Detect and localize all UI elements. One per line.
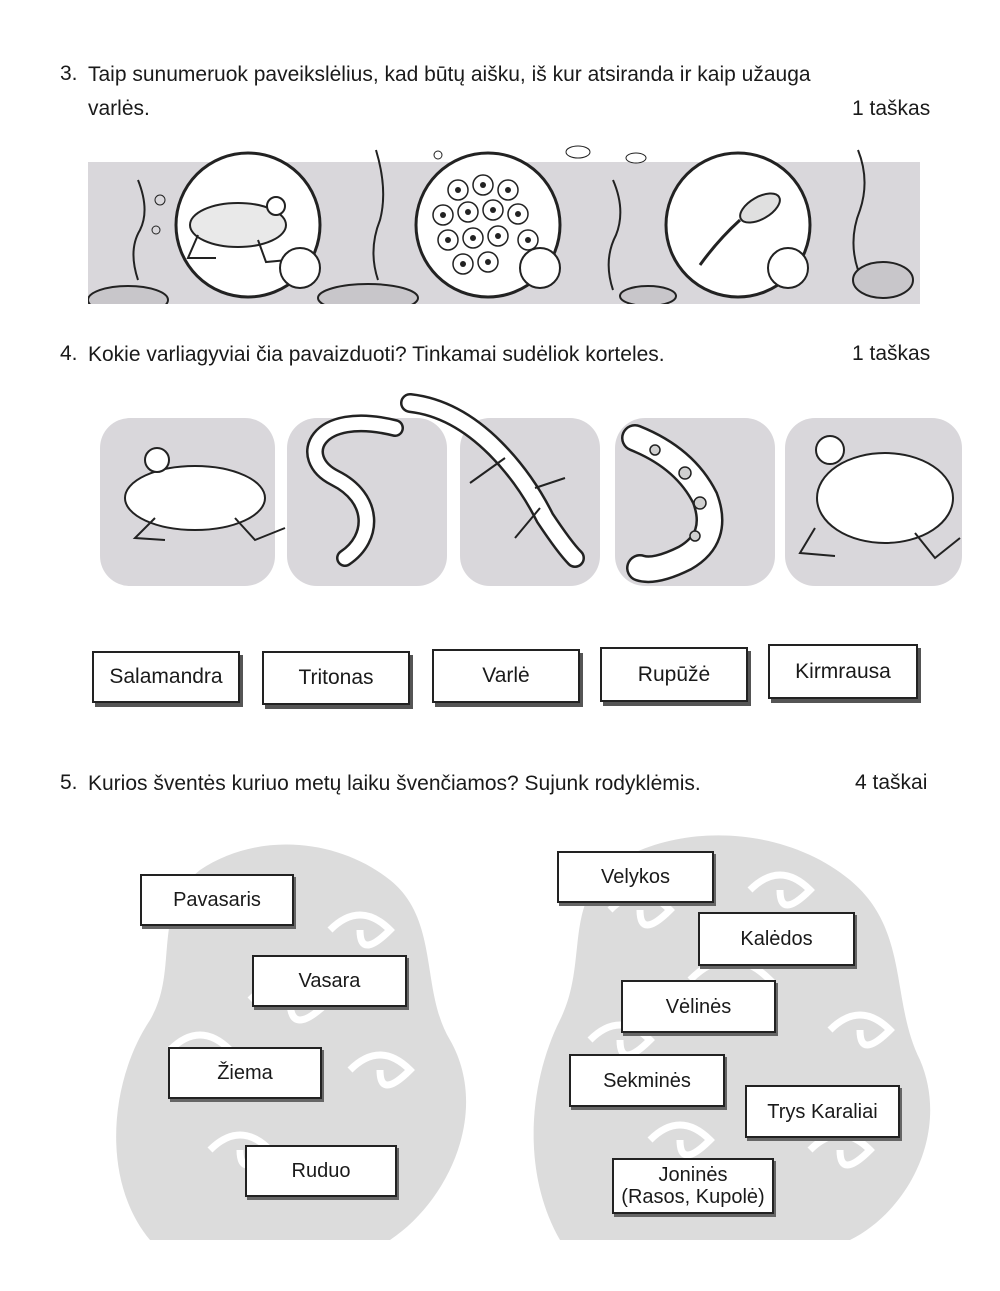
holiday-velines[interactable]: Vėlinės bbox=[621, 980, 776, 1033]
tadpole-icon bbox=[666, 153, 810, 297]
season-ruduo[interactable]: Ruduo bbox=[245, 1145, 397, 1197]
holiday-onines-subtitle: (Rasos, Kupolė) bbox=[621, 1186, 765, 1208]
holiday-trys-karaliai[interactable]: Trys Karaliai bbox=[745, 1085, 900, 1138]
holiday-onines-label: Joninės bbox=[658, 1164, 728, 1186]
frog-eggs-icon bbox=[416, 153, 560, 297]
frog-adult-icon bbox=[176, 153, 320, 297]
q5-number: 5. bbox=[60, 771, 78, 794]
card-kirmrausa[interactable]: Kirmrausa bbox=[768, 644, 918, 699]
card-rupuze[interactable]: Rupūžė bbox=[600, 647, 748, 702]
q3-question-line1: Taip sunumeruok paveikslėlius, kad būtų aišku, iš kur atsiranda ir kaip užauga bbox=[88, 63, 811, 86]
q5-question: Kurios šventės kuriuo metų laiku švenčiamos? Sujunk rodyklėmis. bbox=[88, 772, 701, 795]
q4-image-strip bbox=[95, 388, 962, 600]
season-vasara[interactable]: Vasara bbox=[252, 955, 407, 1007]
card-varle[interactable]: Varlė bbox=[432, 649, 580, 703]
card-tritonas[interactable]: Tritonas bbox=[262, 651, 410, 705]
q5-points: 4 taškai bbox=[855, 771, 928, 794]
holiday-velykos[interactable]: Velykos bbox=[557, 851, 714, 903]
holiday-onines[interactable] bbox=[612, 1158, 774, 1214]
q3-image-strip bbox=[88, 140, 920, 304]
q3-number: 3. bbox=[60, 62, 78, 85]
q4-number: 4. bbox=[60, 342, 78, 365]
card-salamandra[interactable]: Salamandra bbox=[92, 651, 240, 703]
q3-points: 1 taškas bbox=[852, 97, 931, 120]
season-ziema[interactable]: Žiema bbox=[168, 1047, 322, 1099]
holiday-sekmines[interactable]: Sekminės bbox=[569, 1054, 725, 1107]
q3-question-line2: varlės. bbox=[88, 97, 150, 120]
q4-question: Kokie varliagyviai čia pavaizduoti? Tinkamai sudėliok korteles. bbox=[88, 343, 665, 366]
holiday-kaledos[interactable]: Kalėdos bbox=[698, 912, 855, 966]
season-pavasaris[interactable]: Pavasaris bbox=[140, 874, 294, 926]
q4-points: 1 taškas bbox=[852, 342, 931, 365]
